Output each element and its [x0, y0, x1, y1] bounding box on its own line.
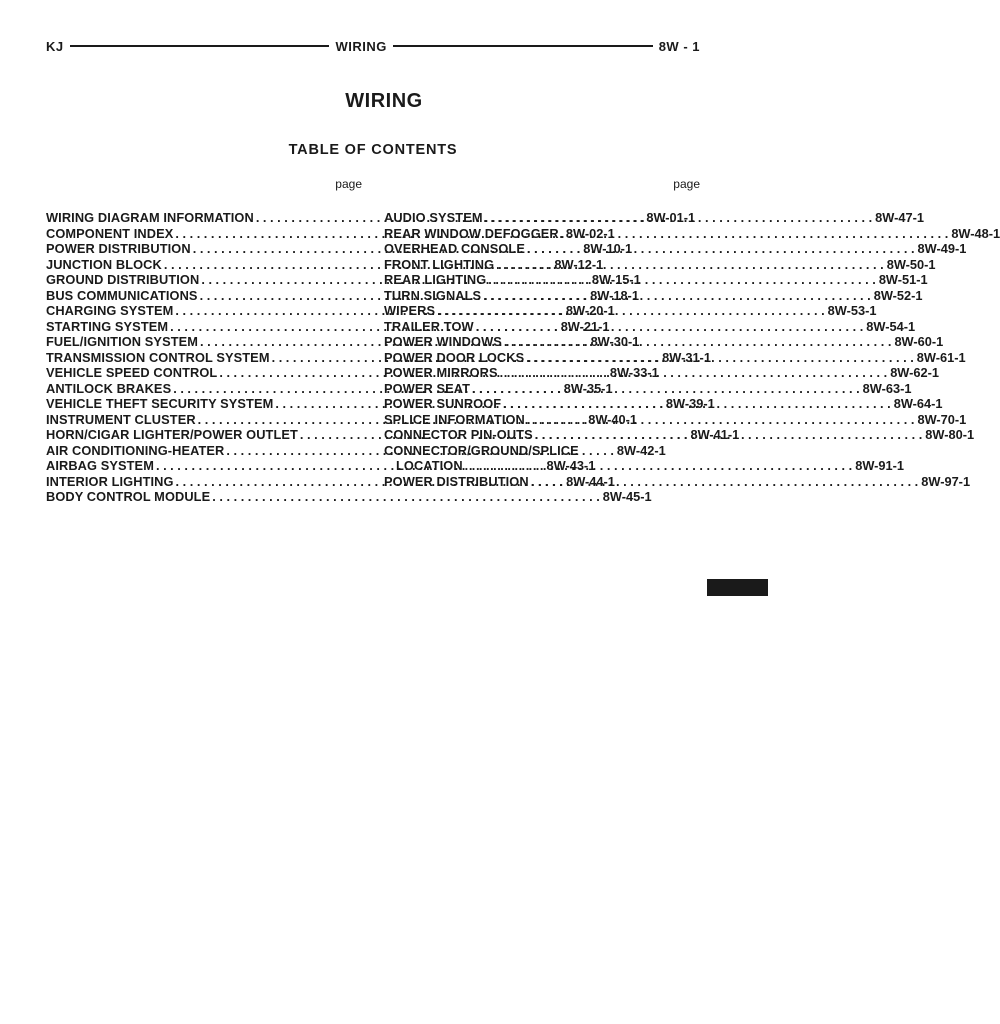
- toc-entry-title: TURN SIGNALS: [384, 287, 482, 303]
- toc-entry-title: HORN/CIGAR LIGHTER/POWER OUTLET: [46, 427, 298, 442]
- toc-entry-page: 8W-39-1: [665, 396, 715, 411]
- toc-entry-page: 8W-54-1: [866, 318, 916, 334]
- toc-entry-title: POWER SUNROOF: [384, 396, 502, 411]
- toc-entry-title: WIRING DIAGRAM INFORMATION: [46, 210, 254, 225]
- toc-entry-title: JUNCTION BLOCK: [46, 256, 162, 272]
- dot-leader: [437, 303, 825, 319]
- toc-entry-title: BUS COMMUNICATIONS: [46, 287, 198, 303]
- toc-entry[interactable]: [384, 411, 967, 428]
- toc-entry[interactable]: [384, 272, 928, 288]
- toc-entry-title: CHARGING SYSTEM: [46, 303, 174, 318]
- toc-entry-title: INSTRUMENT CLUSTER: [46, 411, 196, 427]
- toc-entry-title: WIPERS: [384, 303, 436, 318]
- dot-leader: [500, 365, 888, 381]
- toc-entry-page: 8W-45-1: [602, 489, 652, 504]
- toc-entry-page: 8W-31-1: [662, 349, 711, 365]
- toc-entry-title: AUDIO SYSTEM: [384, 210, 483, 225]
- toc-entry[interactable]: [384, 225, 1000, 242]
- dot-leader: [527, 412, 915, 428]
- dot-leader: [483, 288, 871, 304]
- dot-leader: [561, 226, 949, 242]
- toc-entry-page: 8W-01-1: [646, 210, 696, 225]
- toc-entry-page: 8W-10-1: [583, 241, 633, 256]
- toc-entry-title: INTERIOR LIGHTING: [46, 473, 174, 489]
- dot-leader: [504, 334, 892, 350]
- toc-entry-page: 8W-43-1: [546, 458, 596, 473]
- toc-entry-page: 8W-61-1: [916, 349, 966, 365]
- toc-entry-title: FRONT LIGHTING: [384, 256, 495, 272]
- page-column-label: page: [673, 177, 700, 191]
- toc-entry-page: 8W-21-1: [560, 318, 610, 334]
- toc-entry-page: 8W-64-1: [893, 396, 943, 411]
- toc-entry-title: AIR CONDITIONING-HEATER: [46, 442, 225, 458]
- toc-entry-page: 8W-63-1: [862, 380, 912, 396]
- toc-entry[interactable]: [384, 458, 905, 474]
- toc-entry-page: 8W-40-1: [588, 411, 638, 427]
- toc-entry-title: GROUND DISTRIBUTION: [46, 272, 200, 287]
- header-page-number: 8W - 1: [658, 38, 700, 54]
- toc-entry-title: LOCATION: [396, 458, 463, 473]
- toc-entry[interactable]: [384, 241, 967, 257]
- toc-entry[interactable]: [384, 303, 877, 319]
- toc-entry-page: 8W-48-1: [951, 225, 1000, 241]
- toc-entry-title: POWER DISTRIBUTION: [384, 473, 529, 489]
- toc-entry[interactable]: [384, 318, 916, 335]
- toc-entry[interactable]: [384, 287, 923, 304]
- toc-entry-title: CONNECTOR/GROUND/SPLICE: [384, 442, 579, 458]
- toc-entry-page: 8W-47-1: [875, 210, 924, 225]
- toc-entry-page: 8W-33-1: [609, 365, 659, 380]
- toc-entry-title: POWER DOOR LOCKS: [384, 349, 525, 365]
- toc-entry-page: 8W-15-1: [591, 272, 641, 287]
- toc-entry-page: 8W-53-1: [827, 303, 877, 318]
- dot-leader: [526, 350, 914, 366]
- toc-heading: TABLE OF CONTENTS: [288, 142, 458, 158]
- dot-leader: [496, 257, 884, 273]
- header-rule-right: [393, 45, 653, 47]
- toc-entry-page: 8W-30-1: [590, 334, 640, 349]
- toc-entry-title: POWER DISTRIBUTION: [46, 241, 191, 256]
- toc-entry-title: SPLICE INFORMATION: [384, 411, 525, 427]
- toc-entry-title: POWER MIRRORS: [384, 365, 498, 380]
- toc-entry[interactable]: [384, 396, 943, 412]
- toc-entry-title: TRAILER TOW: [384, 318, 474, 334]
- toc-entry-title: OVERHEAD CONSOLE: [384, 241, 525, 256]
- toc-entry-page: 8W-49-1: [917, 241, 967, 256]
- dot-leader: [485, 210, 873, 226]
- toc-entry[interactable]: [384, 443, 700, 459]
- toc-entry-page: 8W-12-1: [554, 256, 604, 272]
- dot-leader: [212, 489, 600, 505]
- toc-entry[interactable]: [46, 489, 652, 505]
- toc-entry-page: 8W-97-1: [921, 473, 971, 489]
- toc-entry-title: FUEL/IGNITION SYSTEM: [46, 334, 199, 349]
- toc-entry-title: TRANSMISSION CONTROL SYSTEM: [46, 349, 270, 365]
- dot-leader: [476, 319, 864, 335]
- page-column-label: page: [335, 177, 362, 191]
- toc-entry-title: REAR WINDOW DEFOGGER: [384, 225, 559, 241]
- toc-entry-title: STARTING SYSTEM: [46, 318, 169, 334]
- toc-entry[interactable]: [384, 349, 966, 366]
- dot-leader: [531, 474, 919, 490]
- toc-entry-page: 8W-18-1: [590, 287, 639, 303]
- toc-entry-title: CONNECTOR PIN-OUTS: [384, 427, 533, 442]
- toc-entry-page: 8W-91-1: [855, 458, 905, 473]
- dot-leader: [527, 241, 915, 257]
- toc-entry[interactable]: [384, 380, 912, 397]
- toc-entry-page: 8W-60-1: [894, 334, 944, 349]
- running-header: [46, 36, 700, 56]
- toc-entry[interactable]: [384, 365, 940, 381]
- toc-entry-page: 8W-35-1: [563, 380, 613, 396]
- toc-entry-title: COMPONENT INDEX: [46, 225, 174, 241]
- toc-entry-page: 8W-41-1: [690, 427, 740, 442]
- toc-entry-title: POWER SEAT: [384, 380, 471, 396]
- toc-entry-page: 8W-02-1: [565, 225, 615, 241]
- toc-entry-page: 8W-80-1: [925, 427, 975, 442]
- toc-entry-page: 8W-42-1: [616, 442, 666, 458]
- header-vehicle-code: KJ: [46, 38, 64, 54]
- toc-entry-title: BODY CONTROL MODULE: [46, 489, 211, 504]
- header-rule-left: [70, 45, 330, 47]
- toc-entry-page: 8W-62-1: [890, 365, 940, 380]
- toc-entry-page: 8W-52-1: [873, 287, 923, 303]
- toc-entry-page: 8W-70-1: [917, 411, 967, 427]
- header-section-name: WIRING: [335, 38, 387, 54]
- toc-entry-page: 8W-51-1: [878, 272, 928, 287]
- toc-entry-title: VEHICLE SPEED CONTROL: [46, 365, 218, 380]
- toc-entry[interactable]: [384, 256, 936, 273]
- toc-entry-title: VEHICLE THEFT SECURITY SYSTEM: [46, 396, 274, 411]
- toc-entry-page: 8W-44-1: [566, 473, 615, 489]
- toc-entry[interactable]: [384, 334, 944, 350]
- section-tab-marker: [707, 579, 768, 596]
- toc-entry-title: ANTILOCK BRAKES: [46, 380, 172, 396]
- dot-leader: [503, 396, 891, 412]
- toc-entry[interactable]: [384, 210, 924, 226]
- toc-entry-title: AIRBAG SYSTEM: [46, 458, 154, 473]
- page-title: WIRING: [345, 90, 423, 112]
- dot-leader: [472, 381, 860, 397]
- toc-entry-page: 8W-50-1: [886, 256, 936, 272]
- dot-leader: [488, 272, 876, 288]
- toc-entry-page: 8W-20-1: [565, 303, 615, 318]
- toc-entry[interactable]: [384, 473, 971, 490]
- toc-entry-title: REAR LIGHTING: [384, 272, 487, 287]
- toc-entry-title: POWER WINDOWS: [384, 334, 502, 349]
- dot-leader: [465, 458, 853, 474]
- dot-leader: [535, 427, 923, 443]
